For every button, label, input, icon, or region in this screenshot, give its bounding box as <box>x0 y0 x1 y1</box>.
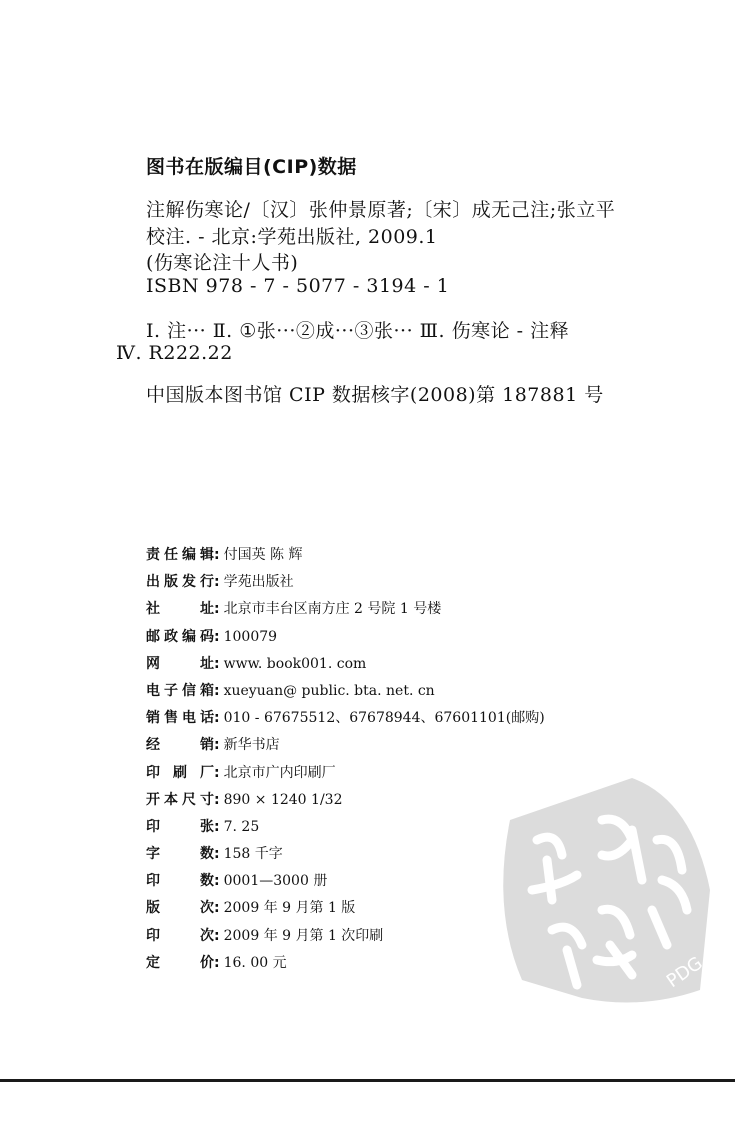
info-value: 2009 年 9 月第 1 次印刷 <box>223 927 384 944</box>
info-colon: : <box>214 846 220 863</box>
info-row <box>146 596 586 623</box>
info-colon: : <box>214 574 220 591</box>
cip-line-isbn: ISBN 978 - 7 - 5077 - 3194 - 1 <box>146 275 450 297</box>
info-value: 100079 <box>223 628 278 645</box>
info-colon: : <box>214 791 220 808</box>
info-row <box>146 651 586 678</box>
info-value: 新华书店 <box>223 737 280 754</box>
info-label: 出版发行 <box>146 574 214 591</box>
info-value: 7. 25 <box>223 818 260 835</box>
info-colon: : <box>214 818 220 835</box>
info-label: 印刷厂 <box>146 764 214 781</box>
info-label: 字数 <box>146 846 214 863</box>
info-colon: : <box>214 710 220 727</box>
info-value: 付国英 陈 辉 <box>223 547 303 563</box>
cip-line-classification: Ⅳ. R222.22 <box>116 342 233 364</box>
info-label: 印张 <box>146 818 214 835</box>
info-label: 网址 <box>146 655 214 672</box>
info-row <box>146 569 586 596</box>
info-value: 北京市丰台区南方庄 2 号院 1 号楼 <box>223 601 442 618</box>
info-label: 经销 <box>146 737 214 754</box>
cip-line-series: (伤寒论注十人书) <box>146 252 299 274</box>
info-value: 2009 年 9 月第 1 版 <box>223 900 356 917</box>
info-label: 印次 <box>146 927 214 944</box>
info-value: www. book001. com <box>223 655 367 672</box>
pdg-watermark-seal <box>482 760 722 1020</box>
info-label: 邮政编码 <box>146 628 214 645</box>
cip-line-record-number: 中国版本图书馆 CIP 数据核字(2008)第 187881 号 <box>146 384 604 406</box>
info-label: 责任编辑 <box>146 547 214 563</box>
bottom-rule <box>0 1079 735 1082</box>
info-label: 电子信箱 <box>146 682 214 699</box>
info-value: 158 千字 <box>223 846 283 863</box>
info-value: 010 - 67675512、67678944、67601101(邮购) <box>223 710 545 727</box>
info-row <box>146 732 586 759</box>
info-label: 印数 <box>146 873 214 890</box>
info-label: 社址 <box>146 601 214 618</box>
info-colon: : <box>214 628 220 645</box>
info-label: 开本尺寸 <box>146 791 214 808</box>
info-value: 890 × 1240 1/32 <box>223 791 343 808</box>
info-value: 北京市广内印刷厂 <box>223 764 336 781</box>
info-colon: : <box>214 954 220 971</box>
info-value: 学苑出版社 <box>223 574 294 591</box>
seal-label: PDG <box>662 952 707 993</box>
info-colon: : <box>214 601 220 618</box>
info-label: 销售电话 <box>146 710 214 727</box>
info-row <box>146 705 586 732</box>
info-value: 16. 00 元 <box>223 954 287 971</box>
cip-line-title: 注解伤寒论/〔汉〕张仲景原著;〔宋〕成无己注;张立平 <box>146 199 616 221</box>
info-colon: : <box>214 873 220 890</box>
info-colon: : <box>214 900 220 917</box>
info-colon: : <box>214 927 220 944</box>
info-row <box>146 542 586 569</box>
info-label: 定价 <box>146 954 214 971</box>
info-value: xueyuan@ public. bta. net. cn <box>223 682 435 699</box>
info-row <box>146 678 586 705</box>
cip-line-subjects: Ⅰ. 注··· Ⅱ. ①张···②成···③张··· Ⅲ. 伤寒论 - 注释 <box>146 320 570 342</box>
info-label: 版次 <box>146 900 214 917</box>
info-value: 0001—3000 册 <box>223 873 328 890</box>
info-colon: : <box>214 655 220 672</box>
info-colon: : <box>214 737 220 754</box>
info-colon: : <box>214 764 220 781</box>
cip-heading: 图书在版编目(CIP)数据 <box>146 156 357 178</box>
info-colon: : <box>214 547 220 563</box>
info-row <box>146 624 586 651</box>
info-colon: : <box>214 682 220 699</box>
cip-line-publisher: 校注. - 北京:学苑出版社, 2009.1 <box>146 226 438 248</box>
